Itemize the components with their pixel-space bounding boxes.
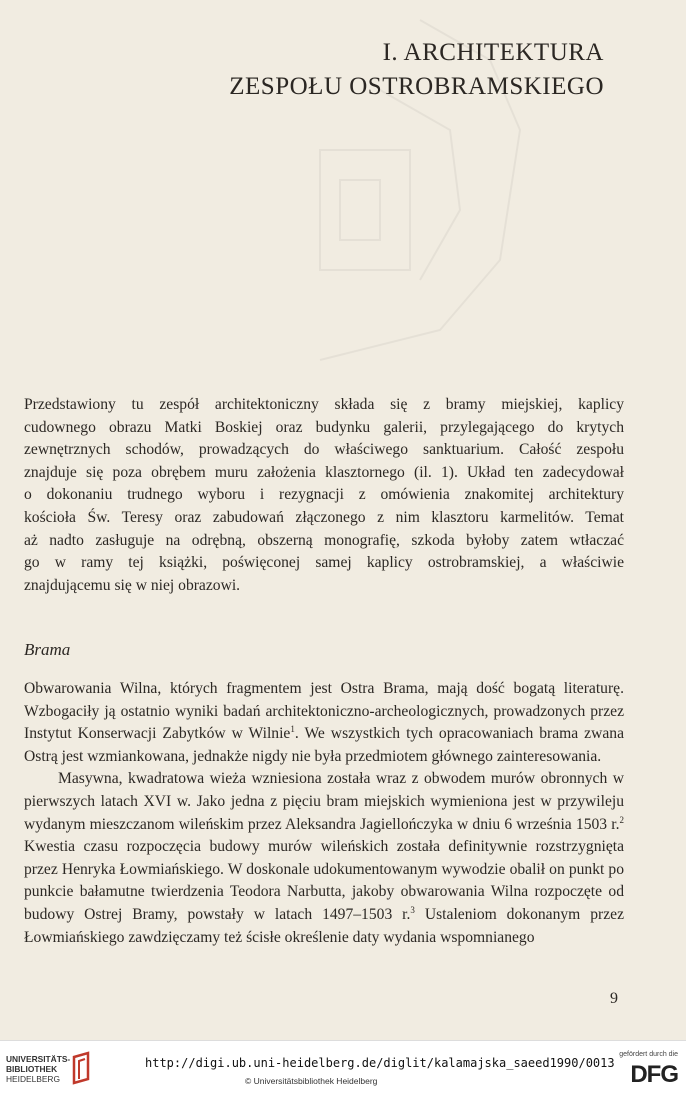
permalink-link[interactable]: http://digi.ub.uni-heidelberg.de/diglit/kalamajska_saeed1990/0013 [145, 1056, 615, 1070]
library-name-line-3: HEIDELBERG [6, 1074, 60, 1084]
p2-text-b: Kwestia czasu rozpoczęcia budowy murów wileńskich została definitywnie rozstrzygnięta przez Henryka Łowmiańskiego. W doskonale udokumentowanym wywodzie obalił on punkt po punkcie bałamutne twierdzenia Teodora Narbutta, jakoby obwarowania Wilna rozpoczęte od budowy Ostrej Bramy, powstały w latach 1497–1503 r. [24, 838, 624, 923]
footnote-ref-1[interactable]: 1 [290, 724, 295, 734]
intro-line: o dokonaniu trudnego wyboru i rezygnacji z omówienia znakomitej architektury [24, 486, 624, 504]
page-number: 9 [610, 990, 618, 1007]
intro-line: znajduje się poza obrębem muru założenia klasztornego (il. 1). Układ ten zadecydował [24, 463, 624, 481]
library-name-line-1: UNIVERSITÄTS- [6, 1054, 71, 1064]
p2-text-c: Ustaleniom dokonanym przez Łowmiańskiego zawdzięczamy też ścisłe określenie daty wydania wspomnianego [24, 905, 624, 946]
p2-text-a: Masywna, kwadratowa wieża wzniesiona została wraz z obwodem murów obronnych w pierwszych latach XVI w. Jako jedna z pięciu bram miejskich wymieniona jest w przywileju wydanym mieszczanom wileńskim przez Aleksandra Jagiellończyka w dniu 6 września 1503 r. [24, 770, 624, 833]
intro-line: Przedstawiony tu zespół architektoniczny składa się z bramy miejskiej, kaplicy [24, 396, 624, 413]
viewer-footer [0, 1040, 686, 1096]
intro-line: go w ramy tej książki, poświęconej samej kaplicy ostrobramskiej, a właściwie [24, 554, 624, 572]
chapter-title-line-2: ZESPOŁU OSTROBRAMSKIEGO [229, 73, 604, 100]
intro-line: aż nadto zasługuje na odrębną, obszerną monografię, szkoda byłoby zatem wtłaczać [24, 531, 624, 549]
p1-text-a: Obwarowania Wilna, których fragmentem jest Ostra Brama, mają dość bogatą literaturę. Wzbogaciły ją ostatnio wyniki badań architektoniczno-archeologicznych, prowadzonych przez Instytut Konserwacji Zabytków w Wilnie [24, 680, 624, 743]
library-name-line-2: BIBLIOTHEK [6, 1064, 58, 1074]
library-logo[interactable] [6, 1054, 70, 1084]
footnote-ref-3[interactable]: 3 [410, 904, 415, 915]
chapter-title [229, 36, 604, 104]
funder-note: gefördert durch die [619, 1051, 678, 1058]
intro-line: kościoła Św. Teresy oraz zabudowań złączonego z nim klasztoru karmelitów. Temat [24, 508, 624, 526]
intro-paragraph [24, 394, 624, 597]
body-paragraph-2 [24, 768, 624, 949]
p1-text-b: . We wszystkich tych opracowaniach brama zwana Ostrą jest wzmiankowana, jednakże nigdy nie była przedmiotem głównego zainteresowania. [24, 725, 624, 765]
intro-line: znajdującemu się w niej obrazowi. [24, 576, 241, 594]
intro-line: zewnętrznych schodów, prowadzących do właściwego sanktuarium. Całość zespołu [24, 441, 624, 459]
library-mark-icon [70, 1051, 92, 1085]
intro-line: cudownego obrazu Matki Boskiej oraz budynku galerii, przylegającego do krytych [24, 418, 624, 436]
dfg-logo[interactable]: DFG [630, 1061, 678, 1088]
body-text [24, 678, 624, 949]
section-heading: Brama [24, 640, 71, 659]
body-paragraph-1 [24, 678, 624, 768]
copyright-notice: © Universitätsbibliothek Heidelberg [245, 1076, 378, 1086]
chapter-title-line-1: I. ARCHITEKTURA [382, 39, 604, 66]
footnote-ref-2[interactable]: 2 [619, 814, 624, 825]
